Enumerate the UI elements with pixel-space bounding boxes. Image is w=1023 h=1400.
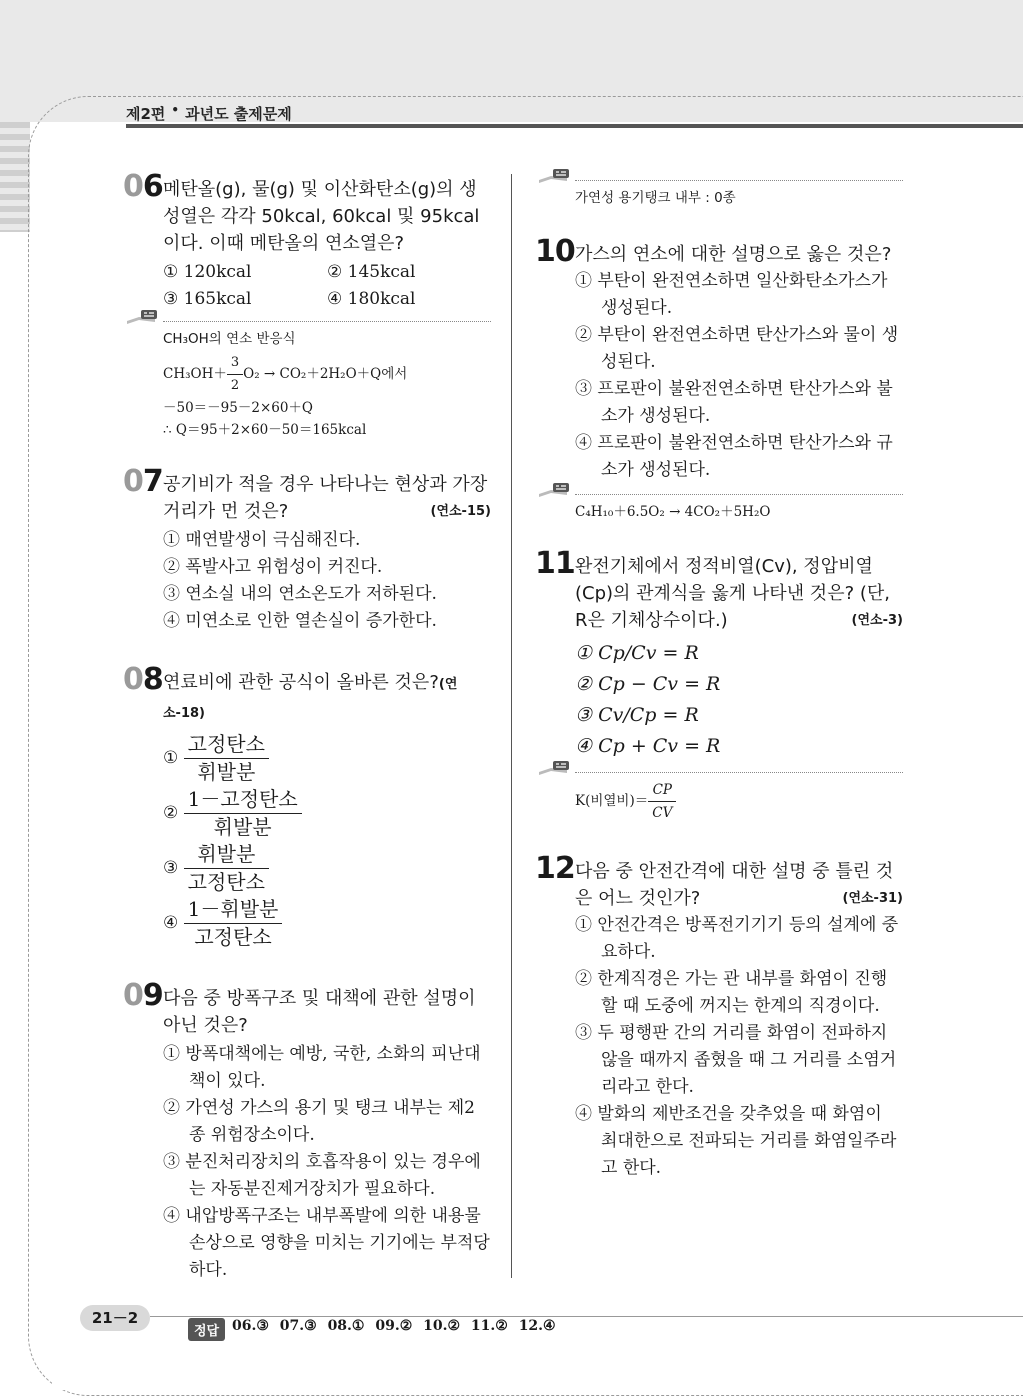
hint-text: 가연성 용기탱크 내부 : 0종 (575, 190, 736, 206)
option-2[interactable]: ② 145kcal (327, 262, 416, 282)
option-4[interactable]: ④ $\frac{\text{1－휘발분}}{\text{고정탄소}}$ (163, 896, 491, 951)
option-1[interactable]: ① 안전간격은 방폭전기기기 등의 설계에 중요하다. (575, 915, 899, 962)
book-hint-icon (537, 168, 573, 184)
header-section: 과년도 출제문제 (185, 105, 292, 123)
option-2[interactable]: ② 한계직경은 가는 관 내부를 화염이 진행할 때 도중에 꺼지는 한계의 직경이다. (575, 969, 888, 1016)
hint-formula: K(비열비)＝ $\frac{CP}{CV}$ (575, 779, 903, 824)
option-3[interactable]: ③ 분진처리장치의 호흡작용이 있는 경우에는 자동분진제거장치가 필요하다. (163, 1152, 481, 1199)
question-number: 07 (123, 464, 163, 499)
left-column (123, 169, 491, 1284)
hint-equation: CH₃OH＋ $\frac{3}{2}$ O₂ → CO₂＋2H₂O＋Q에서 (163, 352, 491, 397)
option-3[interactable]: ③ 프로판이 불완전연소하면 탄산가스와 불소가 생성된다. (575, 379, 893, 426)
option-1[interactable]: ① Cp/Cv = R (575, 642, 699, 664)
page-number: 21－2 (80, 1305, 150, 1331)
explanation-box (163, 321, 491, 441)
running-header (126, 103, 292, 124)
hint-title: CH₃OH의 연소 반응식 (163, 331, 296, 347)
question-source: (연소-15) (430, 504, 491, 519)
question-text: 다음 중 안전간격에 대한 설명 중 틀린 것은 어느 것인가? (연소-31) (575, 858, 903, 912)
question-number: 10 (535, 234, 575, 269)
question-08 (123, 662, 491, 951)
hint-line-2: －50＝－95－2×60＋Q (163, 400, 314, 416)
footer-rule (150, 1316, 1023, 1317)
option-row (163, 286, 491, 313)
question-07 (123, 464, 491, 635)
question-number: 06 (123, 169, 163, 204)
option-1[interactable]: ① 부탄이 완전연소하면 일산화탄소가스가 생성된다. (575, 271, 888, 318)
explanation-box (575, 180, 903, 209)
option-4[interactable]: ④ 프로판이 불완전연소하면 탄산가스와 규소가 생성된다. (575, 433, 893, 480)
question-text: 다음 중 방폭구조 및 대책에 관한 설명이 아닌 것은? (163, 988, 476, 1036)
question-number: 08 (123, 662, 163, 697)
option-4[interactable]: ④ Cp + Cv = R (575, 735, 721, 757)
option-3[interactable]: ③ $\frac{\text{휘발분}}{\text{고정탄소}}$ (163, 841, 491, 896)
question-text: 가스의 연소에 대한 설명으로 옳은 것은? (575, 244, 892, 265)
question-09 (123, 978, 491, 1284)
question-text: 공기비가 적을 경우 나타나는 현상과 가장 거리가 먼 것은? (연소-15) (163, 471, 491, 525)
question-text: 메탄올(g), 물(g) 및 이산화탄소(g)의 생성열은 각각 50kcal, 60kcal 및 95kcal이다. 이때 메탄올의 연소열은? (163, 179, 480, 254)
option-3[interactable]: ③ 두 평행판 간의 거리를 화염이 전파하지 않을 때까지 좁혔을 때 그 거리를 소염거리라고 한다. (575, 1023, 897, 1097)
option-3[interactable]: ③ Cv/Cp = R (575, 704, 699, 726)
question-number: 11 (535, 546, 575, 581)
option-1[interactable]: ① 120kcal (163, 262, 252, 282)
option-1[interactable]: ① $\frac{\text{고정탄소}}{\text{휘발분}}$ (163, 731, 491, 786)
question-text: 연료비에 관한 공식이 올바른 것은?(연소-18) (163, 672, 458, 721)
question-number: 09 (123, 978, 163, 1013)
question-source: (연소-3) (851, 613, 903, 628)
option-4[interactable]: ④ 미연소로 인한 열손실이 증가한다. (163, 611, 437, 631)
question-12 (535, 851, 903, 1182)
option-2[interactable]: ② Cp − Cv = R (575, 673, 721, 695)
explanation-box (575, 772, 903, 824)
explanation-box (575, 494, 903, 523)
question-source: (연소-18) (163, 677, 458, 721)
option-2[interactable]: ② $\frac{\text{1－고정탄소}}{\text{휘발분}}$ (163, 786, 491, 841)
answers-badge: 정답 (188, 1318, 225, 1341)
header-bullet-icon: • (171, 103, 180, 117)
option-3[interactable]: ③ 165kcal (163, 289, 252, 309)
book-hint-icon (125, 309, 161, 325)
hint-text: C₄H₁₀＋6.5O₂ → 4CO₂＋5H₂O (575, 504, 771, 520)
book-hint-icon (537, 482, 573, 498)
question-10 (535, 234, 903, 523)
answers-text: 06.③ 07.③ 08.① 09.② 10.② 11.② 12.④ (232, 1318, 556, 1334)
option-2[interactable]: ② 부탄이 완전연소하면 탄산가스와 물이 생성된다. (575, 325, 899, 372)
option-2[interactable]: ② 가연성 가스의 용기 및 탱크 내부는 제2종 위험장소이다. (163, 1098, 475, 1145)
left-stripe-decoration (0, 122, 30, 232)
question-11 (535, 546, 903, 824)
header-rule (126, 124, 1023, 128)
question-source: (연소-31) (842, 891, 903, 906)
hint-line-3: ∴ Q＝95＋2×60－50＝165kcal (163, 422, 367, 438)
option-row (163, 259, 491, 286)
right-column (535, 176, 903, 1182)
option-4[interactable]: ④ 180kcal (327, 289, 416, 309)
option-4[interactable]: ④ 발화의 제반조건을 갖추었을 때 화염이 최대한으로 전파되는 거리를 화염일주라고 한다. (575, 1104, 897, 1178)
option-1[interactable]: ① 매연발생이 극심해진다. (163, 530, 361, 550)
question-06 (123, 169, 491, 441)
option-4[interactable]: ④ 내압방폭구조는 내부폭발에 의한 내용물 손상으로 영향을 미치는 기기에는 부적당하다. (163, 1206, 490, 1280)
column-divider (511, 174, 512, 1278)
question-number: 12 (535, 851, 575, 886)
option-2[interactable]: ② 폭발사고 위험성이 커진다. (163, 557, 383, 577)
option-3[interactable]: ③ 연소실 내의 연소온도가 저하된다. (163, 584, 437, 604)
question-text: 완전기체에서 정적비열(Cv), 정압비열(Cp)의 관계식을 옳게 나타낸 것은? (단, R은 기체상수이다.) (연소-3) (575, 553, 903, 634)
header-part: 제2편 (126, 105, 166, 123)
book-hint-icon (537, 760, 573, 776)
option-1[interactable]: ① 방폭대책에는 예방, 국한, 소화의 피난대책이 있다. (163, 1044, 481, 1091)
